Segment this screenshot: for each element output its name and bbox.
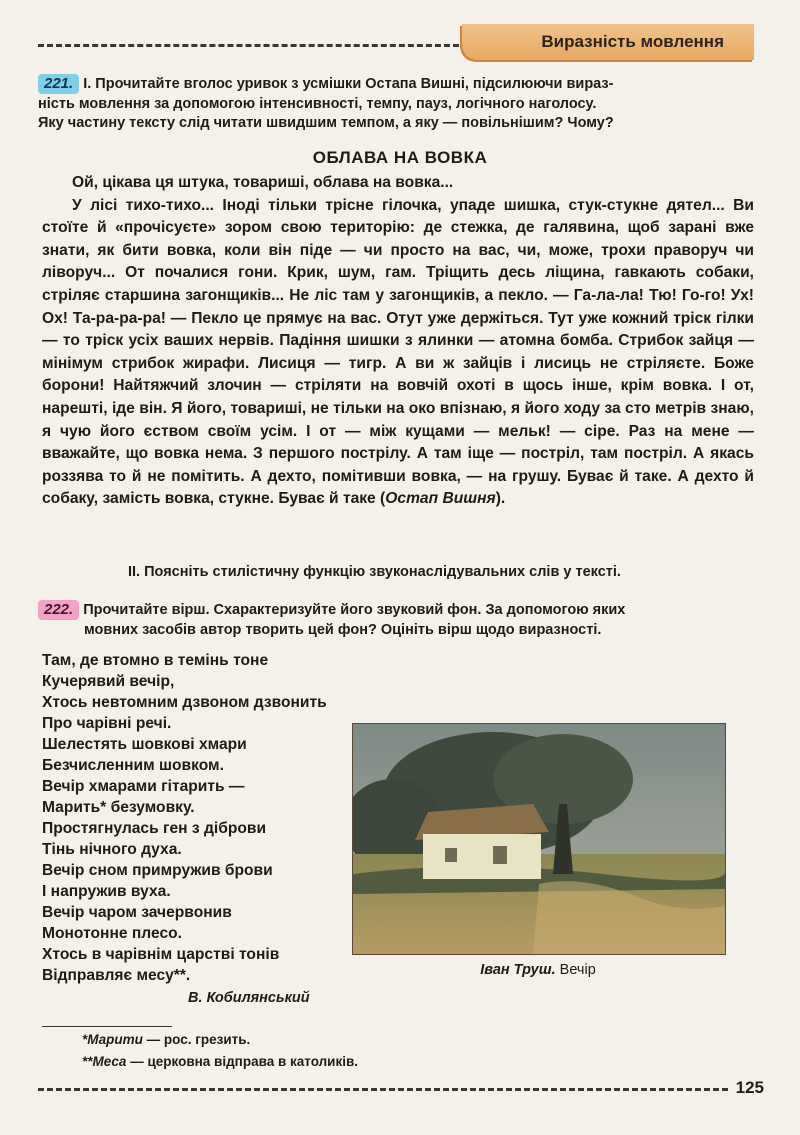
task-number-badge: 222. <box>38 600 79 620</box>
text-title: ОБЛАВА НА ВОВКА <box>312 148 488 167</box>
poem-line: Монотонне плесо. <box>42 925 182 942</box>
poem-line: Безчисленним шовком. <box>42 757 224 774</box>
footer-rule <box>38 1088 728 1091</box>
poem-line: Простягнулась ген з діброви <box>42 820 267 837</box>
footnote: **Меса — церковна відправа в католиків. <box>82 1054 359 1069</box>
task-222-line: мовних засобів автор творить цей фон? Оцініть вірш щодо виразності. <box>84 621 602 638</box>
footnote: *Марити — рос. грезить. <box>82 1032 251 1047</box>
poem-line: Вечір хмарами гітарить — <box>42 778 245 795</box>
poem-line: Про чарівні речі. <box>42 715 172 732</box>
text-body <box>42 172 754 511</box>
poem <box>42 650 327 986</box>
task-221-line: Яку частину тексту слід читати швидшим темпом, а яку — повільнішим? Чому? <box>38 115 614 131</box>
section-tab <box>462 24 754 60</box>
paragraph: У лісі тихо-тихо... Іноді тільки трісне гілочка, упаде шишка, стук-стукне дятел... Ви стоїте й «прочісуєте» зором свою територію: де стежка, де галявина, щоб зарані вже знати, як бити вовка, коли він піде — чи просто на вас, чи, може, трохи праворуч чи ліворуч... От почалися гони. Крик, шум, гам. Тріщить десь ліщина, гавкають собаки, стріляє старшина загонщиків... Не ліс там у загонщиків, а пекло. — Га-ла-ла! Тю! Го-го! Ух! Ох! Та-ра-ра-ра! — Пекло це прямує на вас. Отут уже держіться. Тут уже кожний тріск гілки — то тріск усіх ваших нервів. Падіння шишки з ялинки — атомна бомба. Стрибок зайця — мінімум стрибок жирафи. Лисиця — тигр. А ви ж зайців і лисиць не стріляєте. Боже борони! Найтяжчий злочин — стріляти на вовчій охоті в щось інше, крім вовка. І от, нарешті, іде він. Я його, товариші, не тільки на око впізнаю, я його ходу за сто метрів знаю, я чую його єством своїм усім. І от — між кущами — мельк! — сіре. Раз на мене — вважайте, що вовка нема. З першого пострілу. А там іще — постріл, там постріл. А якась роззява то й не помітить. А дехто, помітивши вовка, — на грушу. Буває й таке. А дехто й собаку, замість вовка, стукне. Буває й таке (Остап Вишня). <box>42 196 754 508</box>
poem-line: Марить* безумовку. <box>42 799 195 816</box>
section-title: Виразність мовлення <box>541 32 724 51</box>
task-221 <box>38 74 750 134</box>
footnote-rule <box>42 1026 172 1027</box>
task-221-line: ність мовлення за допомогою інтенсивності, темпу, пауз, логічного наголосу. <box>38 95 597 112</box>
poem-line: Вечір сном примружив брови <box>42 862 273 879</box>
poem-line: Там, де втомно в темінь тоне <box>42 652 269 669</box>
poem-line: Хтось невтомним дзвоном дзвонить <box>42 694 327 711</box>
poem-line: Кучерявий вечір, <box>42 673 175 690</box>
paragraph: Ой, цікава ця штука, товариші, облава на вовка... <box>72 174 454 191</box>
poem-line: Шелестять шовкові хмари <box>42 736 247 753</box>
poem-author: В. Кобилянський <box>188 990 310 1006</box>
task-221-line: 221. I. Прочитайте вголос уривок з усмішки Остапа Вишні, підсилюючи вираз- <box>38 74 750 95</box>
painting-image <box>352 723 726 955</box>
page-number: 125 <box>735 1078 764 1097</box>
task-221-part2: II. Поясніть стилістичну функцію звуконаслідувальних слів у тексті. <box>128 564 621 580</box>
painting-title: Вечір <box>559 962 596 978</box>
painting-caption <box>352 962 724 978</box>
task-number-badge: 221. <box>38 74 79 94</box>
poem-line: Хтось в чарівнім царстві тонів <box>42 946 280 963</box>
painting-artist: Іван Труш. <box>480 962 556 978</box>
task-222 <box>38 600 750 640</box>
poem-line: Вечір чаром зачервонив <box>42 904 232 921</box>
poem-line: І напружив вуха. <box>42 883 171 900</box>
poem-line: Відправляє месу**. <box>42 967 191 984</box>
poem-line: Тінь нічного духа. <box>42 841 182 858</box>
task-222-line: 222. Прочитайте вірш. Схарактеризуйте його звуковий фон. За допомогою яких <box>38 600 750 621</box>
header-rule <box>38 44 468 47</box>
source-author: Остап Вишня <box>385 490 496 508</box>
